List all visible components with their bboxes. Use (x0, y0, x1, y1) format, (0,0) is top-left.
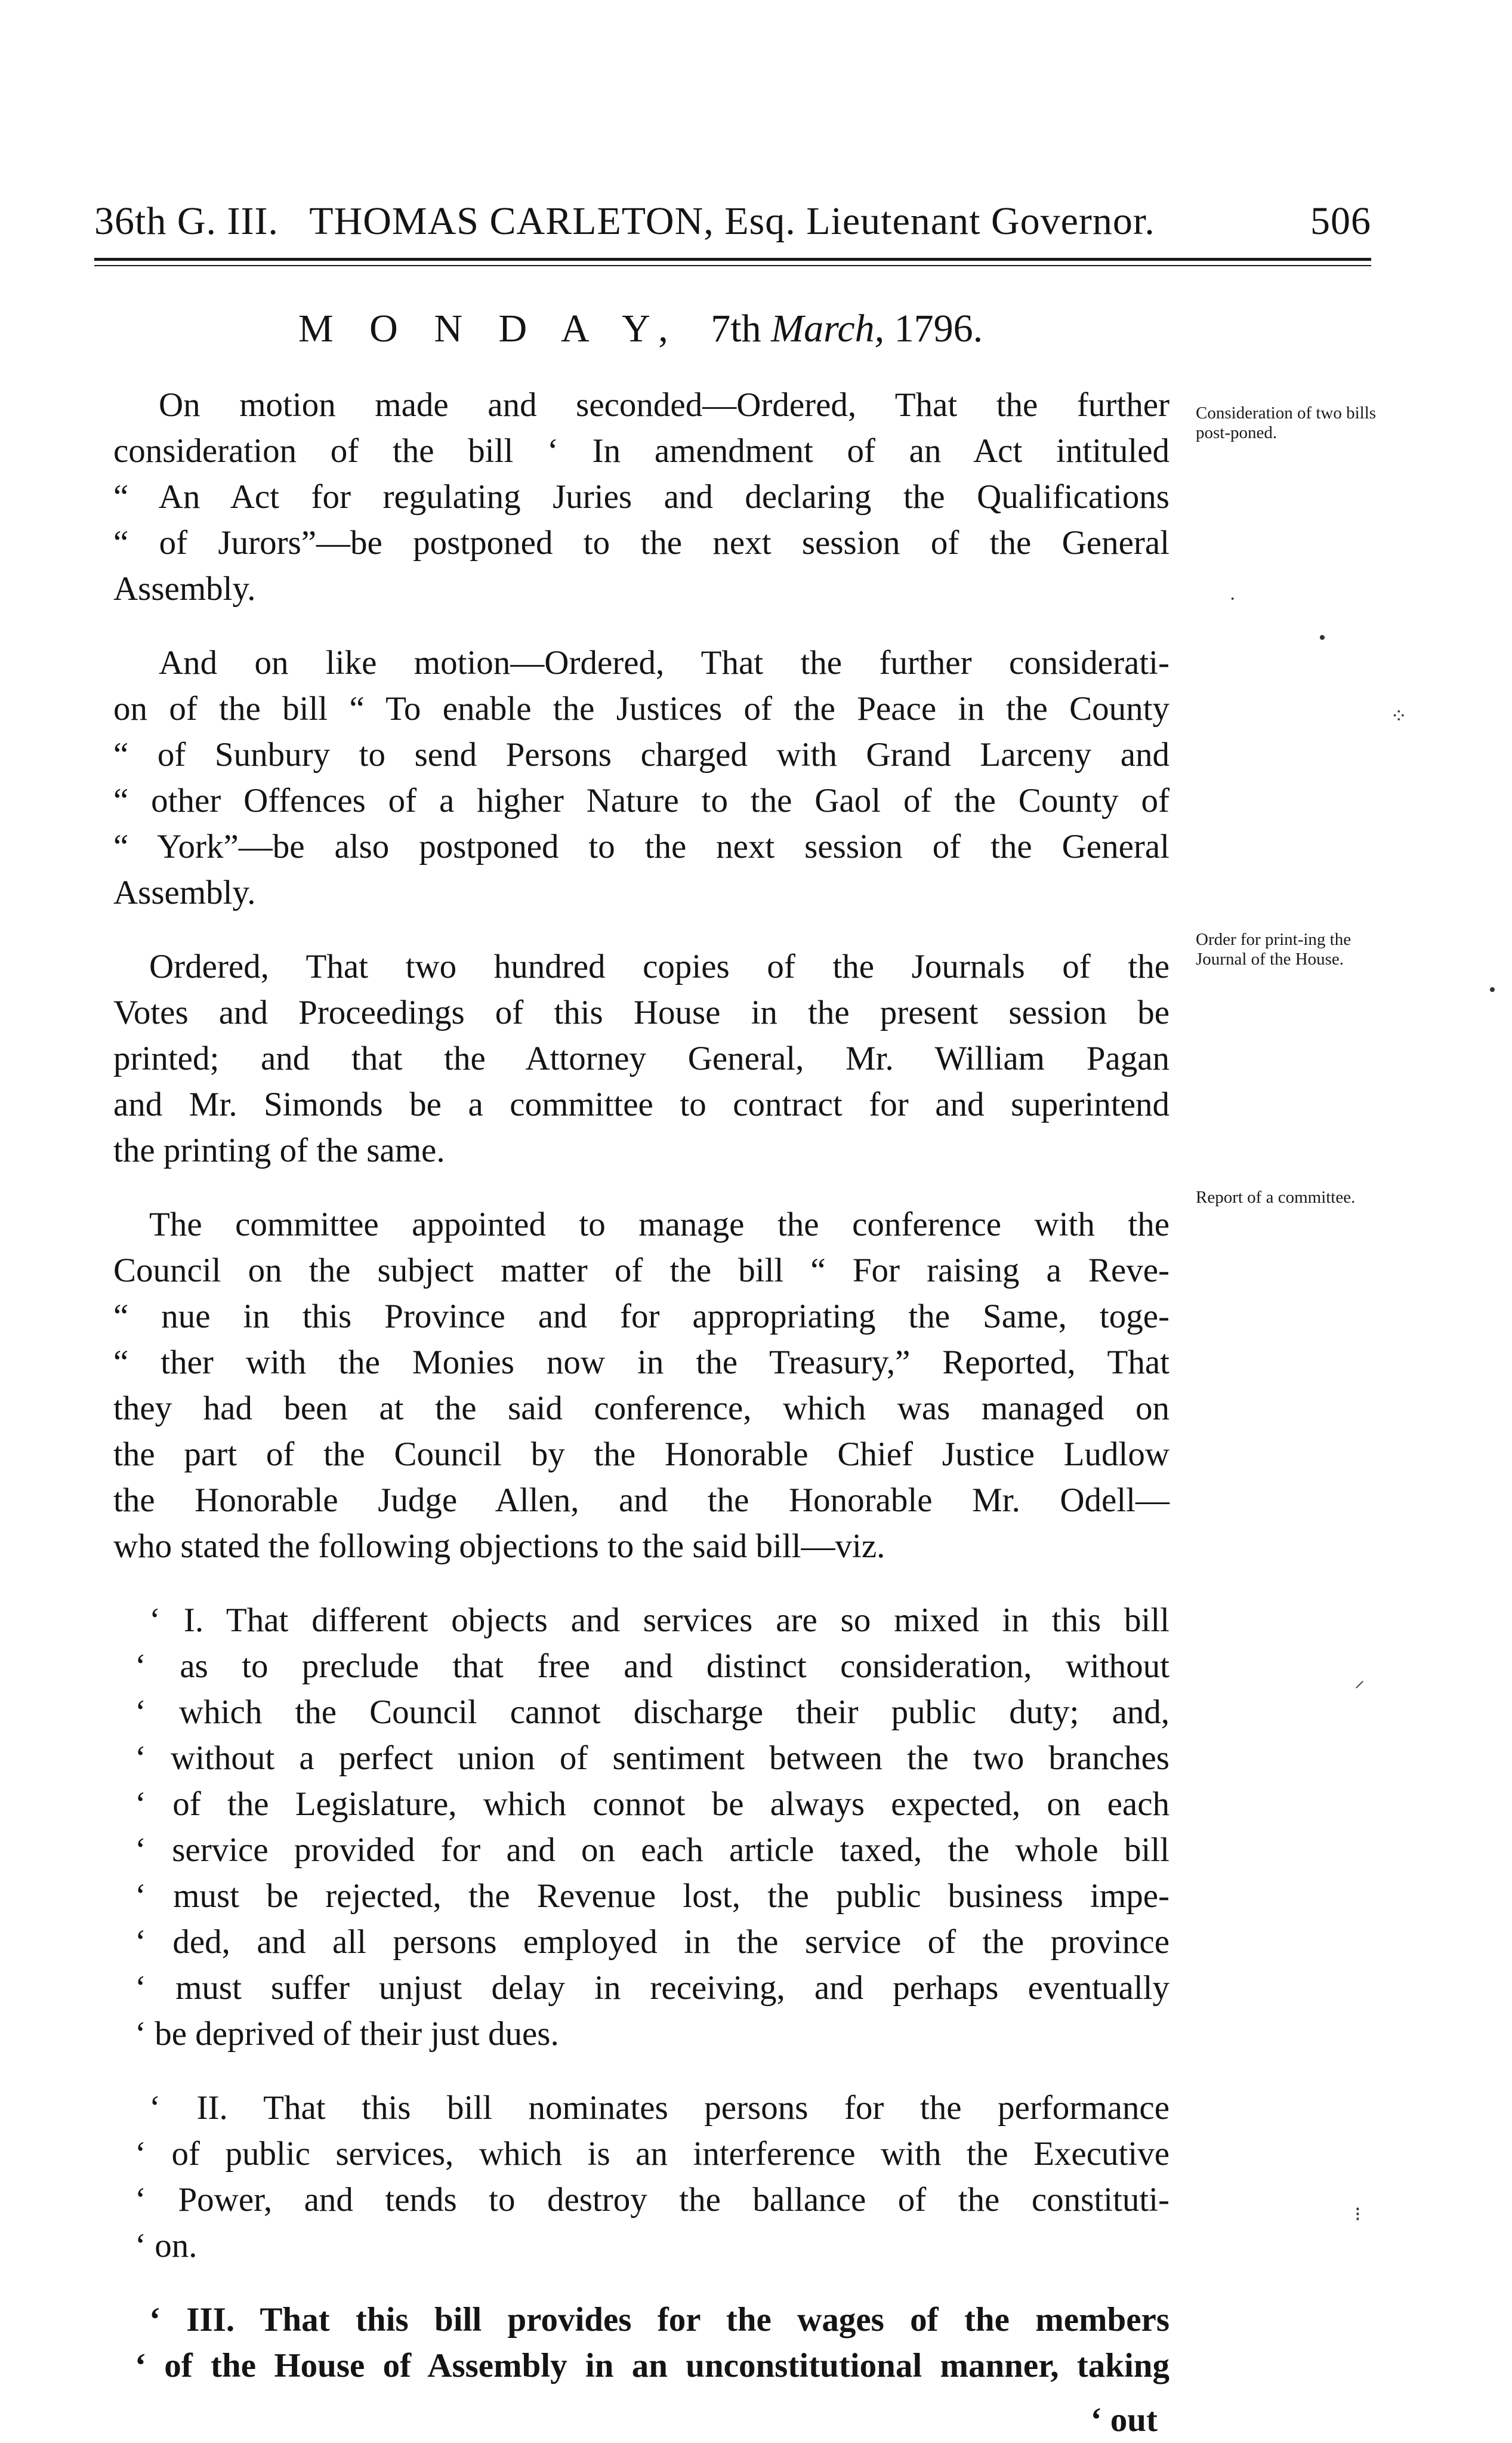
objection-three (113, 2297, 1170, 2389)
text-line: Assembly. (113, 874, 256, 911)
text-line: ‘ as to preclude that free and distinct consideration, without (135, 1647, 1170, 1685)
text-line: ‘ must be rejected, the Revenue lost, the public business impe- (135, 1877, 1170, 1915)
text-line: ‘ must suffer unjust delay in receiving, and perhaps eventually (135, 1969, 1170, 2007)
journal-body (113, 382, 1170, 2443)
text-line: “ ther with the Monies now in the Treasury,” Reported, That (113, 1344, 1170, 1381)
page-number: 506 (1310, 199, 1371, 243)
text-line: “ York”—be also postponed to the next session of the General (113, 828, 1170, 865)
text-line: Council on the subject matter of the bill “ For raising a Reve- (113, 1252, 1170, 1289)
ink-speck: • (1489, 979, 1496, 1001)
text-line: on of the bill “ To enable the Justices of the Peace in the County (113, 690, 1170, 728)
date-heading (298, 302, 1134, 356)
text-line: And on like motion—Ordered, That the further considerati- (159, 644, 1170, 682)
text-line: “ An Act for regulating Juries and declaring the Qualifications (113, 478, 1170, 516)
text-line: consideration of the bill ‘ In amendment of an Act intituled (113, 432, 1170, 470)
paragraph-postponement-sunbury (113, 640, 1170, 916)
margin-note-postponement: Consideration of two bills post-poned. (1196, 403, 1377, 442)
text-line: ‘ be deprived of their just dues. (135, 2015, 559, 2053)
text-line: ‘ on. (135, 2227, 198, 2265)
text-line: the part of the Council by the Honorable Chief Justice Ludlow (113, 1435, 1170, 1473)
text-line: “ of Sunbury to send Persons charged with Grand Larceny and (113, 736, 1170, 774)
session-label: 36th G. III. (94, 199, 279, 243)
text-line: On motion made and seconded—Ordered, That the further (159, 386, 1170, 424)
ink-speck: · (1229, 588, 1236, 610)
catchword: ‘ out (1090, 2401, 1158, 2439)
text-line: The committee appointed to manage the conference with the (149, 1206, 1170, 1243)
date-year: 1796. (894, 307, 983, 350)
text-line: ‘ which the Council cannot discharge their public duty; and, (135, 1693, 1170, 1731)
text-line: ‘ III. That this bill provides for the wages of the members (149, 2301, 1170, 2339)
text-line: ‘ of the Legislature, which connot be always expected, on each (135, 1785, 1170, 1823)
date-day: 7th (711, 307, 761, 350)
text-line: who stated the following objections to the said bill—viz. (113, 1527, 885, 1565)
governor-title: THOMAS CARLETON, Esq. Lieutenant Governor. (309, 199, 1155, 243)
ink-speck: • (1319, 627, 1326, 649)
text-line: Votes and Proceedings of this House in the present session be (113, 994, 1170, 1031)
text-line: and Mr. Simonds be a committee to contract for and superintend (113, 1086, 1170, 1123)
text-line: ‘ ded, and all persons employed in the service of the province (135, 1923, 1170, 1961)
running-header (94, 195, 1371, 248)
text-line: printed; and that the Attorney General, Mr. William Pagan (113, 1040, 1170, 1077)
text-line: “ other Offences of a higher Nature to the Gaol of the County of (113, 782, 1170, 820)
text-line: Assembly. (113, 570, 256, 608)
text-line: ‘ I. That different objects and services are so mixed in this bill (149, 1601, 1170, 1639)
header-rule (94, 258, 1371, 261)
objection-two (113, 2085, 1170, 2269)
ink-speck: ⁘ (1390, 706, 1408, 728)
paragraph-printing-order (113, 944, 1170, 1173)
text-line: ‘ Power, and tends to destroy the ballance of the constituti- (135, 2181, 1170, 2219)
text-line: ‘ service provided for and on each article taxed, the whole bill (135, 1831, 1170, 1869)
text-line: ‘ of public services, which is an interference with the Executive (135, 2135, 1170, 2173)
text-line: ‘ of the House of Assembly in an unconstitutional manner, taking (135, 2347, 1170, 2385)
text-line: “ of Jurors”—be postponed to the next session of the General (113, 524, 1170, 562)
date-month: March, (771, 307, 885, 350)
text-line: “ nue in this Province and for appropriating the Same, toge- (113, 1298, 1170, 1335)
ink-speck: ⁝ (1354, 2204, 1361, 2226)
text-line: the Honorable Judge Allen, and the Honorable Mr. Odell— (113, 1481, 1170, 1519)
ink-speck: ⸝ (1354, 1669, 1365, 1692)
margin-note-report: Report of a committee. (1196, 1188, 1356, 1207)
day-name: M O N D A Y, (298, 307, 681, 350)
paragraph-postponement-juries (113, 382, 1170, 612)
text-line: Ordered, That two hundred copies of the Journals of the (149, 948, 1170, 985)
text-line: ‘ II. That this bill nominates persons for the performance (149, 2089, 1170, 2127)
margin-note-printing: Order for print-ing the Journal of the House. (1196, 930, 1351, 969)
objection-one (113, 1597, 1170, 2057)
text-line: ‘ without a perfect union of sentiment between the two branches (135, 1739, 1170, 1777)
text-line: the printing of the same. (113, 1132, 445, 1169)
text-line: they had been at the said conference, which was managed on (113, 1390, 1170, 1427)
paragraph-committee-report (113, 1202, 1170, 1569)
header-rule-thin (94, 265, 1371, 266)
